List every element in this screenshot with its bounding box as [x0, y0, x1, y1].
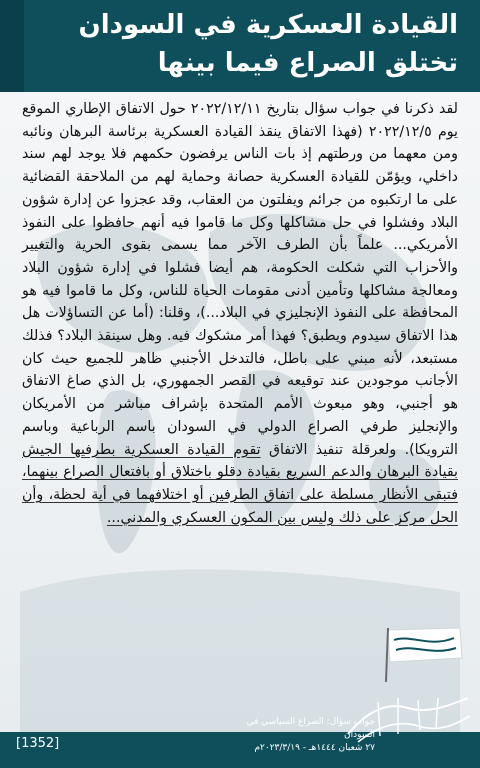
caption-title: جواب سؤال: الصراع السياسي في السودان: [246, 717, 375, 740]
article-body: [22, 98, 458, 529]
caption-date: ٢٧ شعبان ١٤٤٤هـ - ٢٠٢٣/٣/١٩م: [254, 743, 375, 753]
body-paragraph: لقد ذكرنا في جواب سؤال بتاريخ ٢٠٢٢/١٢/١١ حول الاتفاق الإطاري الموقع يوم ٢٠٢٢/١٢/٥ (فهذا الاتفاق ينقذ القيادة العسكرية برئاسة البرهان ونائبه ومن معهما من ورطتهم إذ بات الناس يرفضون حكمهم فلا يوجد لهم سند داخلي، ويؤمّن للقيادة العسكرية حصانة وحماية لهم من الملاحقة القضائية على ما ارتكبوه من جرائم ويفلتون من العقاب، وقد عجزوا عن إدارة شؤون البلاد وفشلوا في حل مشاكلها وكل ما قاموا فيه أنهم حافظوا على النفوذ الأمريكي... علماً بأن الطرف الآخر مما يسمى بقوى الحرية والتغيير والأحزاب التي شكلت الحكومة، هم أيضا فشلوا في إدارة شؤون البلاد ومعالجة مشاكلها وتأمين أدنى مقومات الحياة للناس، وكل ما قاموا فيه هو المحافظة على النفوذ الإنجليزي في البلاد...)، وقلنا: (أما عن التساؤلات هل هذا الاتفاق سيدوم ويطبق؟ فهذا أمر مشكوك فيه. وهل سينقذ البلاد؟ فذلك مستبعد، لأنه مبني على باطل، فالتدخل الأجنبي ظاهر للجميع حيث كان الأجانب موجودين عند توقيعه في القصر الجمهوري، بل الذي صاغ الاتفاق هو أجنبي، وهو مبعوث الأمم المتحدة بإشراف مباشر من الأمريكان والإنجليز طرفي الصراع الدولي في السودان باسم الرباعية وباسم الترويكا).: [22, 101, 459, 458]
page-title: القيادة العسكرية في السودان تختلق الصراع فيما بينها: [78, 10, 458, 78]
underlined-passage: تقوم القيادة العسكرية بطرفيها الجيش بقيادة البرهان والدعم السريع بقيادة دقلو باختلاق أو بافتعال الصراع بينهما، فتبقى الأنظار مسلطة على اتفاق الطرفين أو اختلافهما في أية لحظة، وأن الحل مركز على ذلك وليس بين المكون العسكري والمدني...: [22, 441, 458, 526]
document-number: [1352]: [16, 736, 60, 751]
footer-caption: [215, 716, 375, 755]
content-panel: [0, 92, 480, 732]
header-banner: [0, 0, 480, 92]
body-paragraph-continued: ولعرقلة تنفيذ الاتفاق: [260, 441, 405, 458]
banner-flag-logo: [380, 624, 470, 684]
